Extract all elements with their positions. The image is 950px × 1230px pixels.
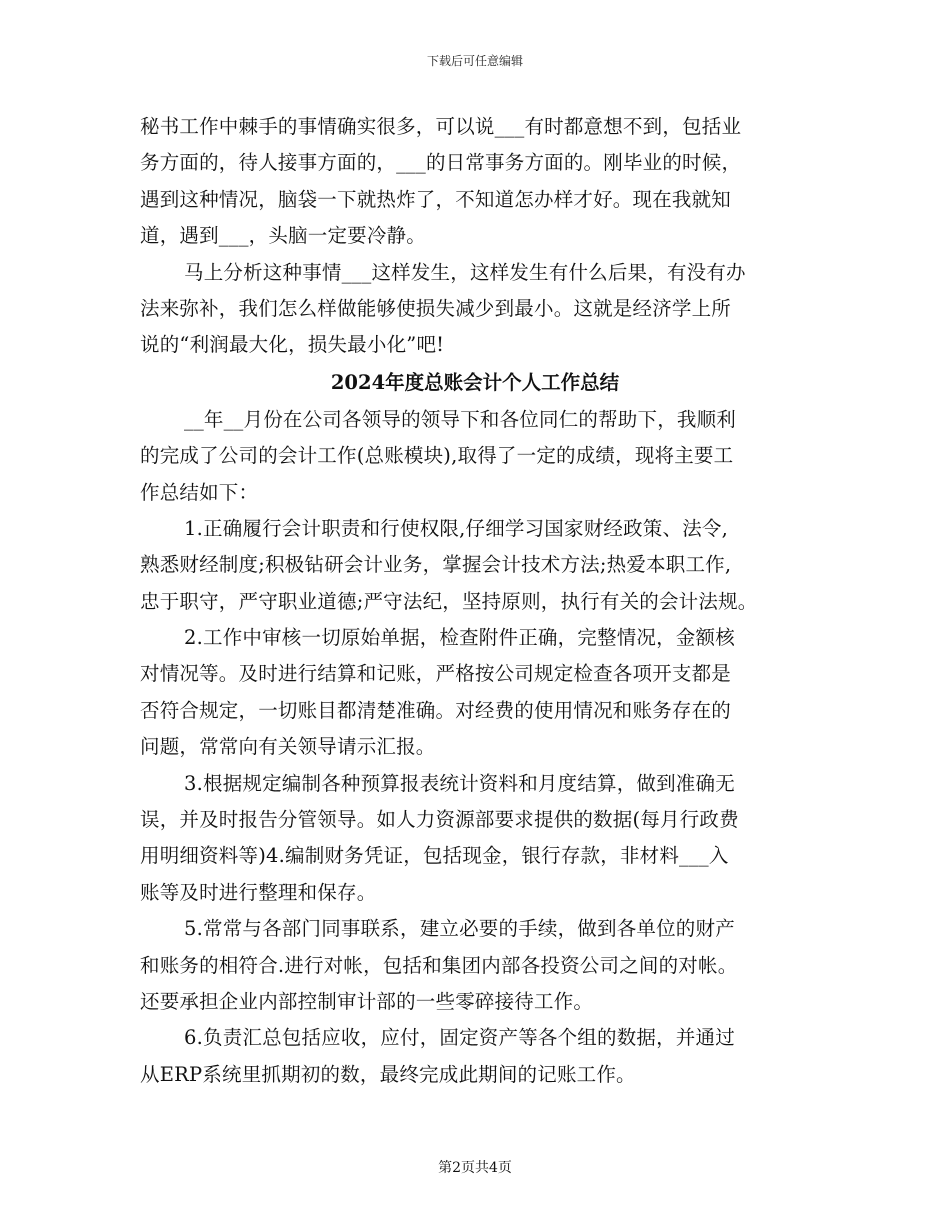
paragraph (140, 911, 810, 1020)
text-line: 和账务的相符合.进行对帐，包括和集团内部各投资公司之间的对帐。 (140, 953, 738, 977)
text-line: 的完成了公司的会计工作(总账模块),取得了一定的成绩，现将主要工 (140, 444, 734, 468)
text-line: 道，遇到___，头脑一定要冷静。 (140, 224, 426, 248)
text-line: 忠于职守，严守职业道德;严守法纪，坚持原则，执行有关的会计法规。 (140, 589, 758, 613)
page-footer: 第2页共4页 (438, 1160, 512, 1176)
paragraph (140, 620, 810, 766)
page-header: 下载后可任意编辑 (426, 54, 523, 68)
text-line: 误，并及时报告分管领导。如人力资源部要求提供的数据(每月行政费 (140, 808, 739, 832)
text-line: 5.常常与各部门同事联系，建立必要的手续，做到各单位的财产 (184, 917, 735, 941)
text-line: 对情况等。及时进行结算和记账，严格按公司规定检查各项开支都是 (140, 662, 732, 686)
paragraph (140, 109, 810, 255)
text-line: 从ERP系统里抓期初的数，最终完成此期间的记账工作。 (140, 1062, 636, 1086)
text-line: 务方面的，待人接事方面的，___的日常事务方面的。刚毕业的时候， (140, 151, 742, 175)
text-line: 马上分析这种事情___这样发生，这样发生有什么后果，有没有办 (184, 260, 746, 284)
text-line: 秘书工作中棘手的事情确实很多，可以说___有时都意想不到，包括业 (140, 115, 742, 138)
text-line: 1.正确履行会计职责和行使权限,仔细学习国家财经政策、法令, (184, 516, 729, 540)
text-line: 问题，常常向有关领导请示汇报。 (140, 735, 436, 759)
text-line: 熟悉财经制度;积极钻研会计业务，掌握会计技术方法;热爱本职工作, (140, 553, 732, 577)
text-line: 用明细资料等)4.编制财务凭证，包括现金，银行存款，非材料___入 (140, 844, 729, 868)
text-line: 6.负责汇总包括应收，应付，固定资产等各个组的数据，并通过 (184, 1026, 735, 1050)
text-line: 遇到这种情况，脑袋一下就热炸了，不知道怎办样才好。现在我就知 (140, 187, 732, 211)
text-line: 否符合规定，一切账目都清楚准确。对经费的使用情况和账务存在的 (140, 698, 732, 722)
document-body (140, 109, 810, 1093)
paragraph (140, 511, 810, 620)
text-line: 说的“利润最大化，损失最小化”吧! (140, 333, 445, 357)
text-line: 还要承担企业内部控制审计部的一些零碎接待工作。 (140, 989, 594, 1013)
paragraph (140, 766, 810, 912)
text-line: 3.根据规定编制各种预算报表统计资料和月度结算，做到准确无 (184, 771, 735, 795)
paragraph (140, 255, 810, 364)
text-line: 作总结如下： (140, 480, 259, 504)
text-line: 2.工作中审核一切原始单据，检查附件正确，完整情况，金额核 (184, 626, 735, 650)
text-line: 账等及时进行整理和保存。 (140, 880, 377, 904)
paragraph (140, 1020, 810, 1093)
text-line: 法来弥补，我们怎么样做能够使损失减少到最小。这就是经济学上所 (140, 296, 732, 320)
section-title: 2024年度总账会计个人工作总结 (330, 370, 620, 394)
paragraph (140, 402, 810, 511)
text-line: __年__月份在公司各领导的领导下和各位同仁的帮助下，我顺利 (184, 407, 737, 431)
